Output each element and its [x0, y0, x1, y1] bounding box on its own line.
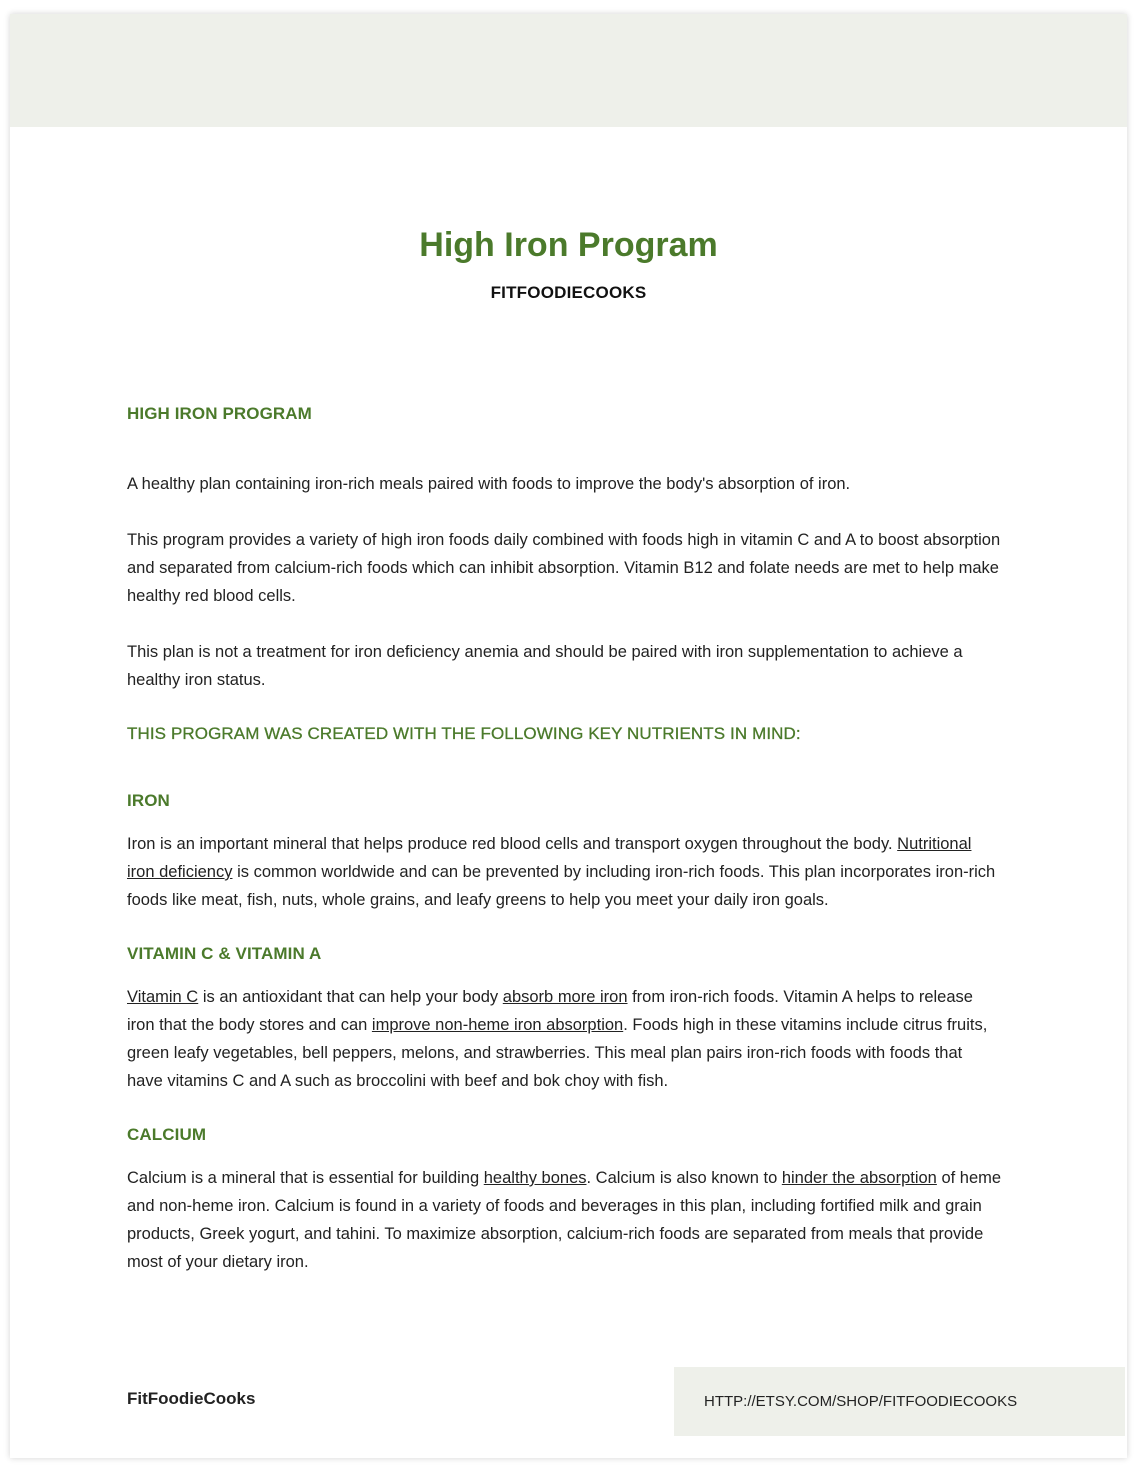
intro-paragraph: A healthy plan containing iron-rich meals paired with foods to improve the body's absorption of iron. — [127, 475, 851, 493]
text: Iron is an important mineral that helps produce red blood cells and transport oxygen throughout the body. — [127, 835, 898, 853]
text: is an antioxidant that can help your body — [198, 988, 503, 1006]
absorb-more-iron-link[interactable]: absorb more iron — [502, 988, 628, 1006]
footer-url-link[interactable]: HTTP://ETSY.COM/SHOP/FITFOODIECOOKS — [704, 1393, 1018, 1410]
calcium-paragraph — [127, 1164, 1002, 1276]
vitamins-heading: VITAMIN C & VITAMIN A — [127, 944, 322, 963]
page-title: High Iron Program — [419, 226, 718, 264]
vitamin-c-link[interactable]: Vitamin C — [127, 988, 199, 1006]
improve-absorption-link[interactable]: improve non-heme iron absorption — [371, 1016, 624, 1034]
content — [127, 404, 1002, 1276]
iron-heading: IRON — [127, 791, 170, 810]
text: Calcium is a mineral that is essential for building — [127, 1169, 484, 1187]
section-heading: HIGH IRON PROGRAM — [127, 404, 312, 423]
text: of heme and non-heme iron. Calcium is found in a variety of foods and beverages in this plan, including fortified milk and grain products, Greek yogurt, and tahini. To maximize absorption, calcium-rich foods are separated from meals that provide most of your dietary iron. — [127, 1169, 1002, 1271]
healthy-bones-link[interactable]: healthy bones — [483, 1169, 587, 1187]
footer-brand: FitFoodieCooks — [127, 1389, 256, 1408]
key-nutrients-heading: THIS PROGRAM WAS CREATED WITH THE FOLLOWING KEY NUTRIENTS IN MIND: — [127, 724, 801, 743]
nutritional-iron-deficiency-link[interactable]: Nutritional iron deficiency — [127, 835, 972, 881]
page-subtitle: FITFOODIECOOKS — [490, 283, 647, 302]
text: . Calcium is also known to — [586, 1169, 782, 1187]
calcium-heading: CALCIUM — [127, 1125, 207, 1144]
vitamins-paragraph — [127, 983, 1002, 1095]
hinder-absorption-link[interactable]: hinder the absorption — [781, 1169, 937, 1187]
footer-url-box — [674, 1367, 1125, 1436]
header-band — [10, 14, 1127, 127]
iron-paragraph — [127, 830, 1002, 914]
document-page — [10, 14, 1127, 1458]
intro-paragraph: This plan is not a treatment for iron deficiency anemia and should be paired with iron supplementation to achieve a healthy iron status. — [127, 643, 963, 689]
intro-paragraph: This program provides a variety of high iron foods daily combined with foods high in vitamin C and A to boost absorption and separated from calcium-rich foods which can inhibit absorption. Vitamin B12 and folate needs are met to help make healthy red blood cells. — [127, 531, 1001, 605]
text: from iron-rich foods. Vitamin A helps to release iron that the body stores and can — [127, 988, 973, 1034]
text: . Foods high in these vitamins include citrus fruits, green leafy vegetables, bell peppers, melons, and strawberries. This meal plan pairs iron-rich foods with foods that have vitamins C and A such as broccolini with beef and bok choy with fish. — [127, 1016, 988, 1090]
text: is common worldwide and can be prevented by including iron-rich foods. This plan incorporates iron-rich foods like meat, fish, nuts, whole grains, and leafy greens to help you meet your daily iron goals. — [127, 863, 996, 909]
